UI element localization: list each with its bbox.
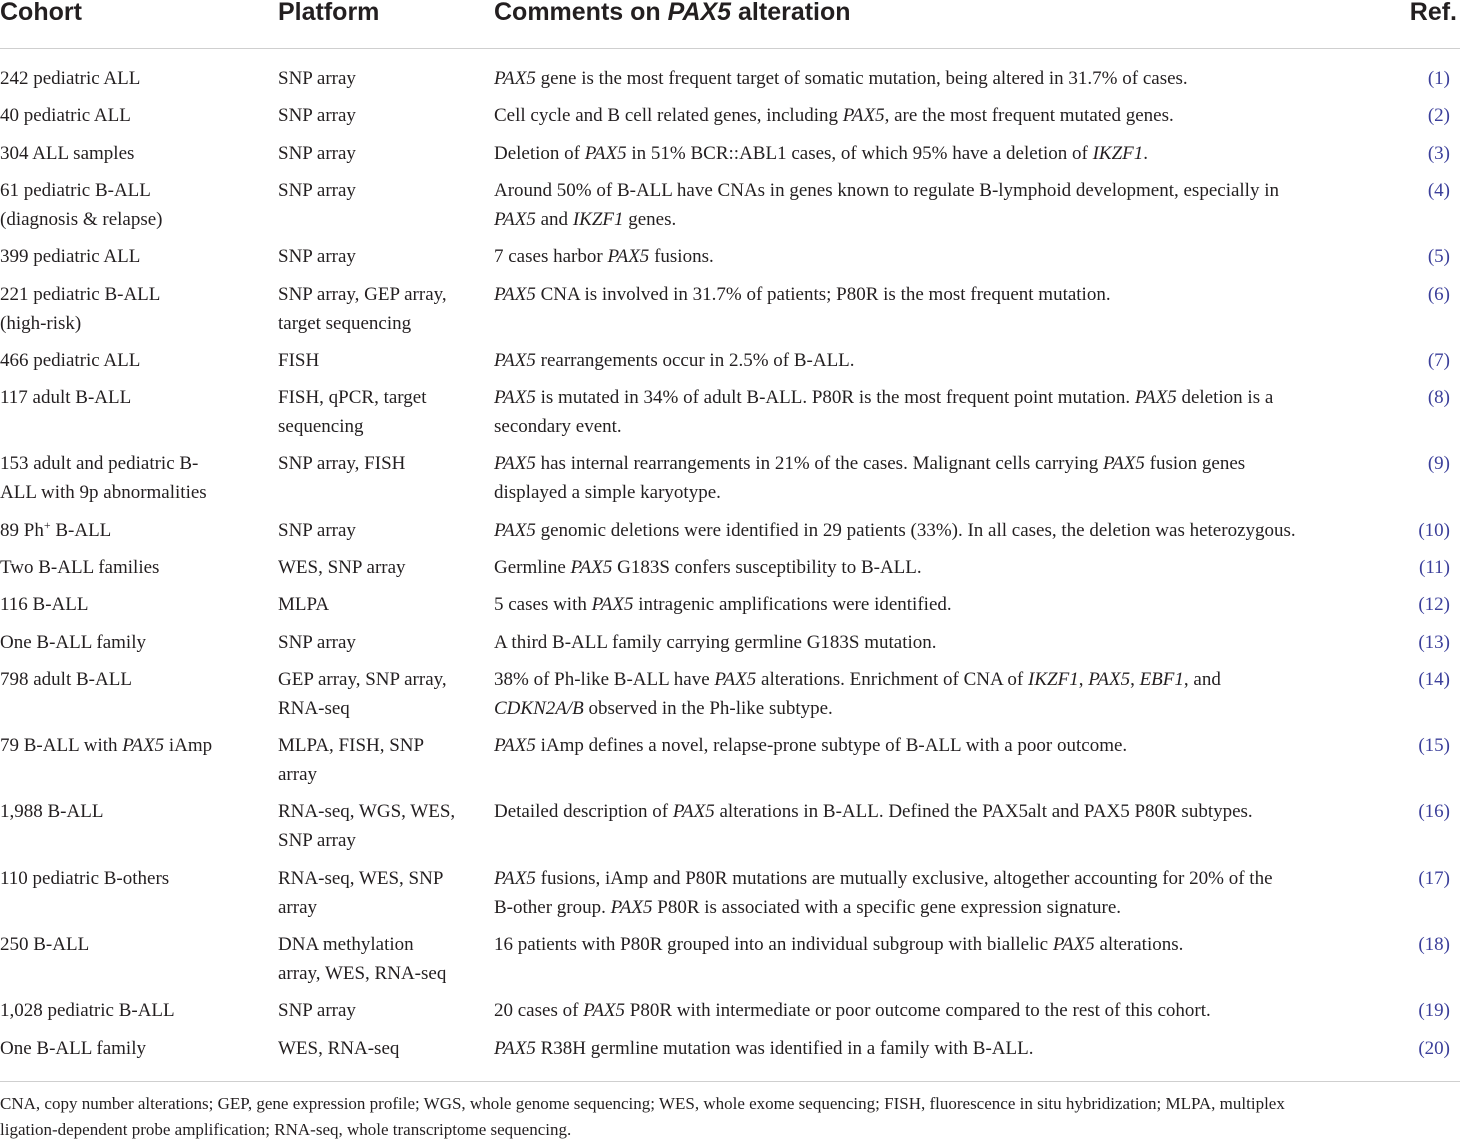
cell-text: fusions. bbox=[649, 246, 714, 267]
cell-text: 89 Ph bbox=[0, 520, 44, 541]
cell-text: WES, RNA-seq bbox=[278, 1038, 400, 1059]
cohort-cell bbox=[0, 797, 272, 826]
cell-text: DNA methylation bbox=[278, 934, 414, 955]
cell-line bbox=[0, 1034, 272, 1063]
cell-line bbox=[494, 346, 1409, 375]
gene-name: PAX5 bbox=[570, 557, 613, 578]
cell-line bbox=[494, 590, 1409, 619]
cell-line bbox=[0, 242, 272, 271]
cell-text: , bbox=[1078, 669, 1089, 690]
gene-name: PAX5 bbox=[494, 387, 536, 408]
gene-name: PAX5 bbox=[494, 868, 536, 889]
cell-line bbox=[278, 309, 488, 338]
cell-text: R38H germline mutation was identified in a family with B-ALL. bbox=[535, 1038, 1034, 1059]
reference-link[interactable]: (15) bbox=[1418, 735, 1450, 756]
platform-cell bbox=[278, 731, 488, 789]
cell-text: 79 B-ALL with bbox=[0, 735, 123, 756]
platform-cell bbox=[278, 864, 488, 922]
cell-line bbox=[0, 449, 272, 478]
cell-text: SNP array bbox=[278, 68, 356, 89]
cell-line bbox=[494, 694, 1409, 723]
superscript: + bbox=[43, 518, 51, 532]
cell-text: G183S confers susceptibility to B-ALL. bbox=[612, 557, 922, 578]
cell-text: SNP array bbox=[278, 830, 356, 851]
cell-line bbox=[494, 516, 1409, 545]
cell-line bbox=[0, 309, 272, 338]
reference-link[interactable]: (9) bbox=[1427, 453, 1450, 474]
cell-text: fusion genes bbox=[1144, 453, 1246, 474]
gene-name: PAX5 bbox=[494, 1038, 536, 1059]
cell-line bbox=[278, 139, 488, 168]
platform-cell bbox=[278, 383, 488, 441]
cell-line bbox=[278, 280, 488, 309]
reference-link[interactable]: (3) bbox=[1427, 143, 1450, 164]
cell-line bbox=[0, 139, 272, 168]
cell-text: SNP array bbox=[278, 180, 356, 201]
cohort-cell bbox=[0, 996, 272, 1025]
platform-cell bbox=[278, 996, 488, 1025]
cell-line bbox=[278, 731, 488, 760]
comments-cell bbox=[494, 930, 1409, 959]
cell-line bbox=[494, 553, 1409, 582]
cell-line bbox=[494, 383, 1409, 412]
cell-line bbox=[0, 665, 272, 694]
platform-cell bbox=[278, 590, 488, 619]
gene-name: PAX5 bbox=[494, 350, 536, 371]
comments-cell bbox=[494, 996, 1409, 1025]
cohort-cell bbox=[0, 553, 272, 582]
cell-text: array bbox=[278, 897, 318, 918]
gene-name: PAX5 bbox=[842, 105, 885, 126]
cell-line bbox=[494, 478, 1409, 507]
comments-cell bbox=[494, 864, 1409, 922]
comments-cell bbox=[494, 64, 1409, 93]
cell-text: B-ALL bbox=[50, 520, 112, 541]
cell-text: A third B-ALL family carrying germline G183S mutation. bbox=[494, 632, 937, 653]
cell-line bbox=[494, 449, 1409, 478]
cell-text: SNP array, GEP array, bbox=[278, 284, 447, 305]
comments-cell bbox=[494, 449, 1409, 507]
gene-name: PAX5 bbox=[494, 735, 536, 756]
cell-text: RNA-seq, WGS, WES, bbox=[278, 801, 456, 822]
comments-cell bbox=[494, 1034, 1409, 1063]
cohort-cell bbox=[0, 731, 272, 760]
cell-text: Two B-ALL families bbox=[0, 557, 160, 578]
footnote-line: CNA, copy number alterations; GEP, gene expression profile; WGS, whole genome sequencing; WES, whole exome sequencing; FISH, fluorescence in situ hybridization; MLPA, multiplex bbox=[0, 1094, 1285, 1113]
platform-cell bbox=[278, 797, 488, 855]
cell-text: Germline bbox=[494, 557, 571, 578]
cell-line bbox=[494, 996, 1409, 1025]
cell-text: 304 ALL samples bbox=[0, 143, 135, 164]
cohort-cell bbox=[0, 176, 272, 234]
cell-text: fusions, iAmp and P80R mutations are mutually exclusive, altogether accounting for 20% of the bbox=[535, 868, 1273, 889]
cell-line bbox=[278, 797, 488, 826]
reference-link[interactable]: (19) bbox=[1418, 1000, 1450, 1021]
gene-name: PAX5 bbox=[494, 209, 536, 230]
header-comments-post: alteration bbox=[731, 0, 851, 26]
cell-text: in 51% BCR::ABL1 cases, of which 95% have a deletion of bbox=[626, 143, 1093, 164]
platform-cell bbox=[278, 346, 488, 375]
gene-name: IKZF1 bbox=[1028, 669, 1079, 690]
cohort-cell bbox=[0, 64, 272, 93]
cell-line bbox=[494, 731, 1409, 760]
cell-line bbox=[0, 280, 272, 309]
cohort-cell bbox=[0, 930, 272, 959]
gene-name: PAX5 bbox=[1134, 387, 1177, 408]
header-platform: Platform bbox=[278, 0, 380, 26]
cell-text: iAmp defines a novel, relapse-prone subtype of B-ALL with a poor outcome. bbox=[535, 735, 1128, 756]
cohort-cell bbox=[0, 864, 272, 893]
cell-line bbox=[278, 959, 488, 988]
reference-link[interactable]: (20) bbox=[1418, 1038, 1450, 1059]
cell-line bbox=[494, 412, 1409, 441]
gene-name: PAX5 bbox=[1103, 453, 1145, 474]
comments-cell bbox=[494, 280, 1409, 309]
platform-cell bbox=[278, 665, 488, 723]
reference-link[interactable]: (16) bbox=[1418, 801, 1450, 822]
cell-line bbox=[0, 930, 272, 959]
cell-text: , are the most frequent mutated genes. bbox=[884, 105, 1174, 126]
cell-line bbox=[0, 176, 272, 205]
cell-text: SNP array, FISH bbox=[278, 453, 406, 474]
header-comments-gene: PAX5 bbox=[667, 0, 732, 26]
reference-link[interactable]: (7) bbox=[1427, 350, 1450, 371]
cell-text: genes. bbox=[623, 209, 677, 230]
reference-link[interactable]: (14) bbox=[1418, 669, 1450, 690]
header-comments-pre: Comments on bbox=[494, 0, 668, 26]
cell-line bbox=[278, 412, 488, 441]
comments-cell bbox=[494, 797, 1409, 826]
cohort-cell bbox=[0, 1034, 272, 1063]
cell-text: has internal rearrangements in 21% of the cases. Malignant cells carrying bbox=[535, 453, 1104, 474]
platform-cell bbox=[278, 101, 488, 130]
gene-name: PAX5 bbox=[494, 68, 536, 89]
footnote-line: ligation-dependent probe amplification; RNA-seq, whole transcriptome sequencing. bbox=[0, 1120, 572, 1139]
cell-text: alterations. Enrichment of CNA of bbox=[756, 669, 1029, 690]
cell-text: 242 pediatric ALL bbox=[0, 68, 141, 89]
cell-text: 153 adult and pediatric B- bbox=[0, 453, 199, 474]
cell-line bbox=[278, 553, 488, 582]
cell-text: 5 cases with bbox=[494, 594, 592, 615]
cell-text: FISH bbox=[278, 350, 320, 371]
cell-line bbox=[278, 101, 488, 130]
cell-line bbox=[494, 176, 1409, 205]
gene-name: EBF1 bbox=[1139, 669, 1184, 690]
cell-text: and bbox=[535, 209, 573, 230]
cell-line bbox=[494, 893, 1409, 922]
gene-name: PAX5 bbox=[494, 453, 536, 474]
reference-link[interactable]: (5) bbox=[1427, 246, 1450, 267]
cell-line bbox=[0, 64, 272, 93]
platform-cell bbox=[278, 64, 488, 93]
cell-text: P80R with intermediate or poor outcome compared to the rest of this cohort. bbox=[625, 1000, 1211, 1021]
cell-text: array, WES, RNA-seq bbox=[278, 963, 447, 984]
gene-name: PAX5 bbox=[591, 594, 634, 615]
cohort-cell bbox=[0, 383, 272, 412]
cell-text: 16 patients with P80R grouped into an individual subgroup with biallelic bbox=[494, 934, 1053, 955]
cell-line bbox=[278, 628, 488, 657]
cohort-cell bbox=[0, 665, 272, 694]
cell-text: WES, SNP array bbox=[278, 557, 406, 578]
cohort-cell bbox=[0, 280, 272, 338]
reference-link[interactable]: (1) bbox=[1427, 68, 1450, 89]
cell-text: alterations in B-ALL. Defined the PAX5alt and PAX5 P80R subtypes. bbox=[714, 801, 1253, 822]
cell-text: MLPA, FISH, SNP bbox=[278, 735, 425, 756]
cohort-cell bbox=[0, 516, 272, 545]
comments-cell bbox=[494, 590, 1409, 619]
comments-cell bbox=[494, 176, 1409, 234]
cohort-cell bbox=[0, 628, 272, 657]
header-cohort: Cohort bbox=[0, 0, 82, 26]
comments-cell bbox=[494, 628, 1409, 657]
cell-text: 38% of Ph-like B-ALL have bbox=[494, 669, 715, 690]
cohort-cell bbox=[0, 101, 272, 130]
cell-text: 250 B-ALL bbox=[0, 934, 90, 955]
cell-text: 7 cases harbor bbox=[494, 246, 608, 267]
cell-line bbox=[0, 205, 272, 234]
cell-line bbox=[0, 628, 272, 657]
cell-line bbox=[494, 665, 1409, 694]
cell-line bbox=[0, 346, 272, 375]
cell-text: array bbox=[278, 764, 318, 785]
cell-text: SNP array bbox=[278, 632, 356, 653]
platform-cell bbox=[278, 242, 488, 271]
gene-name: PAX5 bbox=[610, 897, 653, 918]
cell-line bbox=[0, 516, 272, 545]
comments-cell bbox=[494, 665, 1409, 723]
comments-cell bbox=[494, 383, 1409, 441]
cell-text: Detailed description of bbox=[494, 801, 673, 822]
cell-text: gene is the most frequent target of somatic mutation, being altered in 31.7% of cases. bbox=[535, 68, 1188, 89]
cell-text: deletion is a bbox=[1176, 387, 1274, 408]
reference-link[interactable]: (6) bbox=[1427, 284, 1450, 305]
cell-line bbox=[494, 139, 1409, 168]
cell-text: is mutated in 34% of adult B-ALL. P80R is the most frequent point mutation. bbox=[535, 387, 1135, 408]
gene-name: PAX5 bbox=[583, 1000, 626, 1021]
cell-text: 399 pediatric ALL bbox=[0, 246, 141, 267]
cell-text: SNP array bbox=[278, 1000, 356, 1021]
cell-text: SNP array bbox=[278, 105, 356, 126]
platform-cell bbox=[278, 280, 488, 338]
cell-text: 117 adult B-ALL bbox=[0, 387, 132, 408]
cell-line bbox=[494, 280, 1409, 309]
reference-link[interactable]: (11) bbox=[1419, 557, 1450, 578]
cell-text: , and bbox=[1183, 669, 1221, 690]
cell-line bbox=[278, 1034, 488, 1063]
reference-link[interactable]: (12) bbox=[1418, 594, 1450, 615]
cell-line bbox=[278, 64, 488, 93]
cell-text: SNP array bbox=[278, 246, 356, 267]
cell-text: , bbox=[1130, 669, 1140, 690]
cell-line bbox=[278, 826, 488, 855]
cell-line bbox=[0, 590, 272, 619]
reference-link[interactable]: (4) bbox=[1427, 180, 1450, 201]
cell-text: (high-risk) bbox=[0, 313, 82, 334]
cell-line bbox=[494, 797, 1409, 826]
cell-text: 1,028 pediatric B-ALL bbox=[0, 1000, 175, 1021]
cohort-cell bbox=[0, 139, 272, 168]
cell-text: 221 pediatric B-ALL bbox=[0, 284, 161, 305]
gene-name: PAX5 bbox=[672, 801, 715, 822]
gene-name: PAX5 bbox=[714, 669, 757, 690]
cell-text: GEP array, SNP array, bbox=[278, 669, 447, 690]
cohort-cell bbox=[0, 590, 272, 619]
table-header bbox=[0, 0, 1460, 49]
reference-link[interactable]: (10) bbox=[1418, 520, 1450, 541]
platform-cell bbox=[278, 628, 488, 657]
cell-line bbox=[278, 694, 488, 723]
cohort-cell bbox=[0, 346, 272, 375]
gene-name: PAX5 bbox=[607, 246, 650, 267]
reference-link[interactable]: (8) bbox=[1427, 387, 1450, 408]
table-footnote bbox=[0, 1091, 1460, 1143]
gene-name: IKZF1 bbox=[1092, 143, 1144, 164]
cell-line bbox=[278, 996, 488, 1025]
cell-text: Deletion of bbox=[494, 143, 585, 164]
cell-line bbox=[494, 864, 1409, 893]
cell-text: intragenic amplifications were identified. bbox=[633, 594, 952, 615]
cell-line bbox=[494, 628, 1409, 657]
cell-text: 20 cases of bbox=[494, 1000, 584, 1021]
cell-line bbox=[278, 449, 488, 478]
gene-name: CDKN2A/B bbox=[494, 698, 584, 719]
platform-cell bbox=[278, 1034, 488, 1063]
platform-cell bbox=[278, 449, 488, 478]
gene-name: PAX5 bbox=[1052, 934, 1095, 955]
cell-text: P80R is associated with a specific gene expression signature. bbox=[652, 897, 1122, 918]
cell-line bbox=[278, 590, 488, 619]
gene-name: PAX5 bbox=[494, 520, 536, 541]
gene-name: IKZF1 bbox=[572, 209, 624, 230]
cell-line bbox=[494, 242, 1409, 271]
cell-text: displayed a simple karyotype. bbox=[494, 482, 721, 503]
cell-text: 798 adult B-ALL bbox=[0, 669, 132, 690]
cell-line bbox=[0, 553, 272, 582]
platform-cell bbox=[278, 139, 488, 168]
platform-cell bbox=[278, 516, 488, 545]
header-ref: Ref. bbox=[1409, 0, 1457, 26]
header-comments bbox=[494, 0, 851, 25]
cell-line bbox=[278, 176, 488, 205]
cell-text: 466 pediatric ALL bbox=[0, 350, 141, 371]
reference-link[interactable]: (18) bbox=[1418, 934, 1450, 955]
cell-line bbox=[278, 242, 488, 271]
cell-line bbox=[278, 930, 488, 959]
gene-name: PAX5 bbox=[494, 284, 536, 305]
comments-cell bbox=[494, 139, 1409, 168]
comments-cell bbox=[494, 516, 1409, 545]
cell-text: 116 B-ALL bbox=[0, 594, 89, 615]
cell-line bbox=[0, 383, 272, 412]
cell-line bbox=[494, 205, 1409, 234]
comments-cell bbox=[494, 553, 1409, 582]
cell-text: FISH, qPCR, target bbox=[278, 387, 427, 408]
cell-line bbox=[494, 1034, 1409, 1063]
cell-text: rearrangements occur in 2.5% of B-ALL. bbox=[535, 350, 855, 371]
cell-text: genomic deletions were identified in 29 patients (33%). In all cases, the deletion was heterozygous. bbox=[535, 520, 1296, 541]
comments-cell bbox=[494, 731, 1409, 760]
gene-name: PAX5 bbox=[584, 143, 627, 164]
cell-line bbox=[278, 346, 488, 375]
cell-line bbox=[0, 797, 272, 826]
reference-link[interactable]: (13) bbox=[1418, 632, 1450, 653]
cell-line bbox=[278, 516, 488, 545]
cell-text: alterations. bbox=[1094, 934, 1184, 955]
cell-line bbox=[278, 864, 488, 893]
cell-text: ALL with 9p abnormalities bbox=[0, 482, 207, 503]
cell-text: (diagnosis & relapse) bbox=[0, 209, 163, 230]
cell-text: RNA-seq bbox=[278, 698, 350, 719]
cell-text: Around 50% of B-ALL have CNAs in genes known to regulate B-lymphoid development, especially in bbox=[494, 180, 1279, 201]
cell-text: 110 pediatric B-others bbox=[0, 868, 170, 889]
cell-text: RNA-seq, WES, SNP bbox=[278, 868, 444, 889]
cell-text: 40 pediatric ALL bbox=[0, 105, 131, 126]
reference-link[interactable]: (2) bbox=[1427, 105, 1450, 126]
cell-text: iAmp bbox=[164, 735, 213, 756]
cell-text: observed in the Ph-like subtype. bbox=[583, 698, 833, 719]
cell-text: secondary event. bbox=[494, 416, 622, 437]
cell-line bbox=[278, 760, 488, 789]
cell-line bbox=[494, 101, 1409, 130]
cell-line bbox=[0, 996, 272, 1025]
comments-cell bbox=[494, 101, 1409, 130]
cell-text: B-other group. bbox=[494, 897, 611, 918]
cell-text: . bbox=[1143, 143, 1149, 164]
cell-line bbox=[278, 383, 488, 412]
comments-cell bbox=[494, 346, 1409, 375]
cell-text: target sequencing bbox=[278, 313, 412, 334]
reference-link[interactable]: (17) bbox=[1418, 868, 1450, 889]
cell-line bbox=[0, 478, 272, 507]
gene-name: PAX5 bbox=[1088, 669, 1131, 690]
cell-line bbox=[0, 864, 272, 893]
gene-name: PAX5 bbox=[122, 735, 165, 756]
cell-line bbox=[0, 101, 272, 130]
cell-text: 1,988 B-ALL bbox=[0, 801, 104, 822]
platform-cell bbox=[278, 176, 488, 205]
cell-text: SNP array bbox=[278, 143, 356, 164]
footer-divider bbox=[0, 1081, 1460, 1082]
comments-cell bbox=[494, 242, 1409, 271]
cohort-cell bbox=[0, 449, 272, 507]
cell-text: SNP array bbox=[278, 520, 356, 541]
cell-text: One B-ALL family bbox=[0, 632, 146, 653]
platform-cell bbox=[278, 553, 488, 582]
cell-text: 61 pediatric B-ALL bbox=[0, 180, 151, 201]
cell-line bbox=[278, 893, 488, 922]
cell-text: CNA is involved in 31.7% of patients; P80R is the most frequent mutation. bbox=[535, 284, 1111, 305]
cell-text: MLPA bbox=[278, 594, 330, 615]
cell-text: sequencing bbox=[278, 416, 364, 437]
cohort-cell bbox=[0, 242, 272, 271]
platform-cell bbox=[278, 930, 488, 988]
cell-line bbox=[278, 665, 488, 694]
cell-line bbox=[0, 731, 272, 760]
cell-text: Cell cycle and B cell related genes, including bbox=[494, 105, 843, 126]
cell-line bbox=[494, 930, 1409, 959]
cell-line bbox=[494, 64, 1409, 93]
cell-text: One B-ALL family bbox=[0, 1038, 146, 1059]
